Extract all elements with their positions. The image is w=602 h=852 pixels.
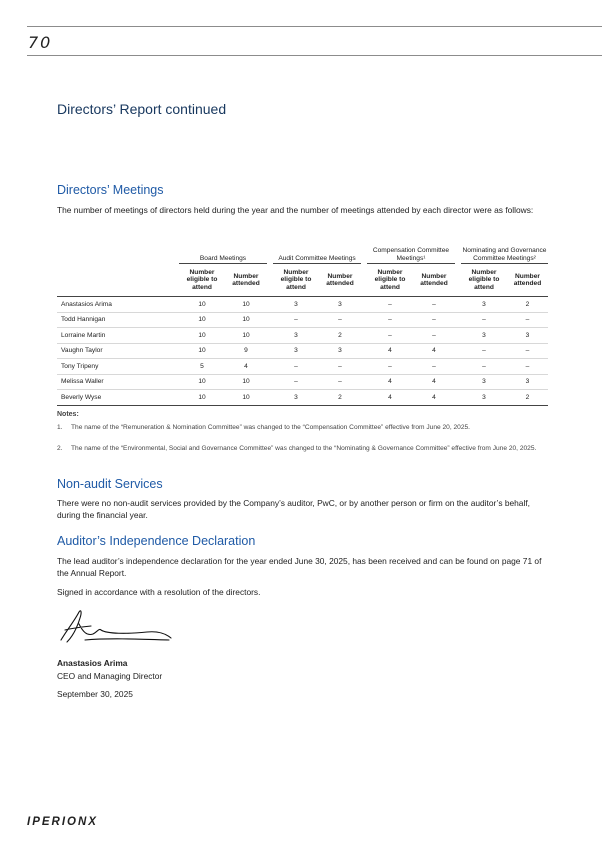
eligible-cell: – xyxy=(367,297,413,313)
meetings-intro: The number of meetings of directors held during the year and the number of meetings attended by each director were as follows: xyxy=(57,205,534,215)
eligible-cell: – xyxy=(273,312,319,328)
attended-cell: 2 xyxy=(319,390,361,406)
note-number: 1. xyxy=(57,424,63,431)
table-row xyxy=(57,359,548,375)
page-title: Directors’ Report continued xyxy=(57,101,227,117)
col-header-eligible: Number eligible to attend xyxy=(273,264,319,297)
attended-cell: 2 xyxy=(319,328,361,344)
header-rule xyxy=(27,55,602,56)
attended-cell: 2 xyxy=(507,390,548,406)
col-header-attended: Number attended xyxy=(413,264,455,297)
eligible-cell: – xyxy=(461,359,507,375)
director-name: Lorraine Martin xyxy=(57,328,179,344)
eligible-cell: – xyxy=(367,328,413,344)
eligible-cell: 10 xyxy=(179,312,225,328)
non-audit-heading: Non-audit Services xyxy=(57,477,163,491)
director-name: Vaughn Taylor xyxy=(57,343,179,359)
eligible-cell: 3 xyxy=(273,328,319,344)
attended-cell: – xyxy=(507,343,548,359)
director-name: Anastasios Arima xyxy=(57,297,179,313)
table-row xyxy=(57,297,548,313)
col-header-eligible: Number eligible to attend xyxy=(179,264,225,297)
signatory-date: September 30, 2025 xyxy=(57,689,133,699)
eligible-cell: 3 xyxy=(461,390,507,406)
sub-header-row xyxy=(57,264,548,297)
eligible-cell: 10 xyxy=(179,297,225,313)
group-header: Compensation Committee Meetings¹ xyxy=(367,235,455,264)
attended-cell: 4 xyxy=(413,374,455,390)
attended-cell: 10 xyxy=(225,374,267,390)
col-header-eligible: Number eligible to attend xyxy=(461,264,507,297)
table-row xyxy=(57,343,548,359)
col-header-attended: Number attended xyxy=(225,264,267,297)
attended-cell: – xyxy=(319,359,361,375)
eligible-cell: 4 xyxy=(367,390,413,406)
eligible-cell: 3 xyxy=(273,297,319,313)
col-header-attended: Number attended xyxy=(319,264,361,297)
eligible-cell: 3 xyxy=(273,390,319,406)
director-name: Melissa Waller xyxy=(57,374,179,390)
independence-text: The lead auditor’s independence declaration for the year ended June 30, 2025, has been received and can be found on page 71 of the Annual Report. xyxy=(57,556,542,578)
eligible-cell: 10 xyxy=(179,343,225,359)
attended-cell: – xyxy=(507,359,548,375)
attended-cell: – xyxy=(413,297,455,313)
attended-cell: 3 xyxy=(507,374,548,390)
table-row xyxy=(57,390,548,406)
eligible-cell: 3 xyxy=(461,374,507,390)
attended-cell: 3 xyxy=(319,343,361,359)
resolution-text: Signed in accordance with a resolution of the directors. xyxy=(57,587,261,597)
eligible-cell: – xyxy=(367,359,413,375)
attended-cell: 2 xyxy=(507,297,548,313)
attended-cell: – xyxy=(319,374,361,390)
signature-image xyxy=(57,606,175,646)
eligible-cell: – xyxy=(461,343,507,359)
group-header: Nominating and Governance Committee Meetings² xyxy=(461,235,548,264)
col-header-eligible: Number eligible to attend xyxy=(367,264,413,297)
col-header-attended: Number attended xyxy=(507,264,548,297)
note-number: 2. xyxy=(57,445,63,452)
attended-cell: 3 xyxy=(507,328,548,344)
eligible-cell: 4 xyxy=(367,343,413,359)
table-row xyxy=(57,374,548,390)
eligible-cell: – xyxy=(273,359,319,375)
note-text: The name of the “Environmental, Social and Governance Committee” was changed to the “Nominating & Governance Committee” effective from June 20, 2025. xyxy=(71,445,537,452)
eligible-cell: 10 xyxy=(179,328,225,344)
group-header: Audit Committee Meetings xyxy=(273,235,361,264)
attended-cell: – xyxy=(413,328,455,344)
note-text: The name of the “Remuneration & Nomination Committee” was changed to the “Compensation Committee” effective from June 20, 2025. xyxy=(71,424,470,431)
eligible-cell: – xyxy=(367,312,413,328)
table-row xyxy=(57,312,548,328)
eligible-cell: 10 xyxy=(179,390,225,406)
eligible-cell: 4 xyxy=(367,374,413,390)
attended-cell: – xyxy=(507,312,548,328)
director-name: Tony Tripeny xyxy=(57,359,179,375)
signatory-name: Anastasios Arima xyxy=(57,658,128,668)
signatory-role: CEO and Managing Director xyxy=(57,671,163,681)
eligible-cell: – xyxy=(461,312,507,328)
page-number: 70 xyxy=(28,33,53,52)
meetings-heading: Directors’ Meetings xyxy=(57,183,164,197)
eligible-cell: 3 xyxy=(461,297,507,313)
attended-cell: 4 xyxy=(413,390,455,406)
group-header: Board Meetings xyxy=(179,235,267,264)
director-name: Todd Hannigan xyxy=(57,312,179,328)
attended-cell: 4 xyxy=(225,359,267,375)
attended-cell: – xyxy=(413,359,455,375)
attended-cell: 10 xyxy=(225,312,267,328)
attended-cell: 10 xyxy=(225,297,267,313)
table-row xyxy=(57,328,548,344)
eligible-cell: 10 xyxy=(179,374,225,390)
attended-cell: 9 xyxy=(225,343,267,359)
non-audit-text: There were no non-audit services provided by the Company’s auditor, PwC, or by another person or firm on the auditor’s behalf, during the financial year. xyxy=(57,498,530,520)
iperionx-logo: IPERIONX xyxy=(27,816,98,828)
eligible-cell: – xyxy=(273,374,319,390)
director-name: Beverly Wyse xyxy=(57,390,179,406)
eligible-cell: 3 xyxy=(273,343,319,359)
independence-heading: Auditor’s Independence Declaration xyxy=(57,534,256,548)
meetings-table-body xyxy=(57,297,548,406)
eligible-cell: 5 xyxy=(179,359,225,375)
top-rule xyxy=(27,26,602,27)
attended-cell: 10 xyxy=(225,390,267,406)
attended-cell: – xyxy=(413,312,455,328)
attended-cell: – xyxy=(319,312,361,328)
attended-cell: 3 xyxy=(319,297,361,313)
eligible-cell: 3 xyxy=(461,328,507,344)
attended-cell: 10 xyxy=(225,328,267,344)
group-header-row xyxy=(57,235,548,264)
attended-cell: 4 xyxy=(413,343,455,359)
meetings-table xyxy=(57,235,548,406)
notes-label: Notes: xyxy=(57,411,79,418)
